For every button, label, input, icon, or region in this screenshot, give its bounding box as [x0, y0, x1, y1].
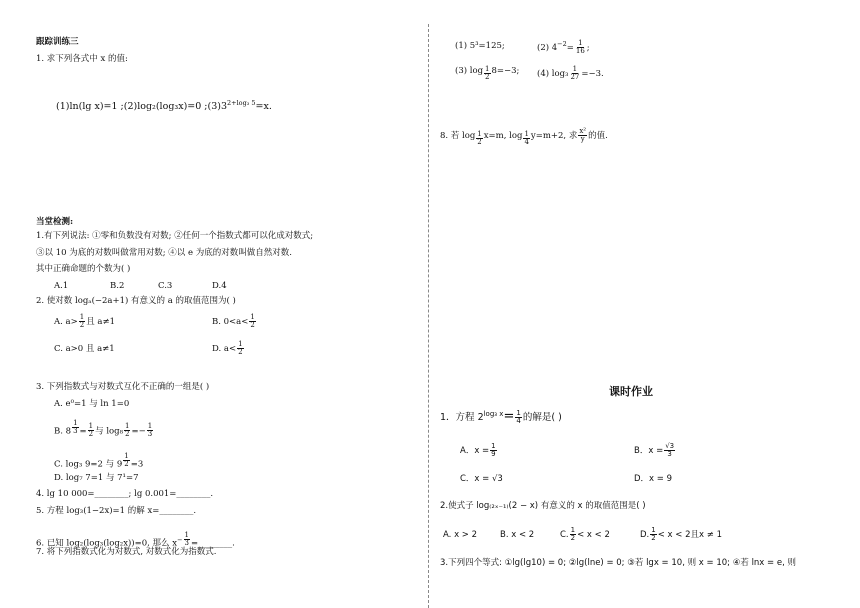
q1b-question: 其中正确命题的个数为( ) — [36, 264, 131, 274]
q7-part-4: (4) log₃ $\frac{1}{27}$ =−3. — [537, 65, 604, 81]
question-6-text: 6. 已知 log₂(log₃(log₂x))=0, 那么 $x^{- \frac{1}{3}}$ =________. — [36, 531, 235, 549]
section-title-in-class-test: 当堂检测: — [36, 217, 74, 227]
q2-option-b: B. 0<a< $\frac{1}{2}$ — [212, 313, 255, 329]
q7-part-1: (1) 5³=125; — [455, 41, 505, 51]
hw-question-2: 2.使式子 log₍₂ₓ₋₁₎(2 − x) 有意义的 x 的取值范围是( ) — [440, 501, 646, 511]
hw1-option-c: C．x = √3 — [460, 474, 503, 484]
hw1-option-d: D．x = 9 — [634, 474, 673, 484]
q3-option-b: B. 8 $^{\frac{1}{3}}$ = $\frac{1}{2}$ 与 log₈ $\frac{1}{2}$ =− $\frac{1}{3}$ — [54, 419, 153, 439]
question-2-text: 2. 使对数 logₐ(−2a+1) 有意义的 a 的取值范围为( ) — [36, 296, 236, 306]
q3-option-c: C. log₃ 9=2 与 9 $^{\frac{1}{2}}$ =3 — [54, 452, 144, 470]
hw1-option-b: B．x = $\frac{√3}{3}$ — [634, 442, 675, 458]
question-7-text: 7. 将下列指数式化为对数式, 对数式化为指数式. — [36, 547, 217, 557]
hw2-option-a: A. x > 2 — [443, 530, 478, 540]
section-title-tracking-3: 跟踪训练三 — [36, 37, 79, 47]
hw2-option-b: B. x < 2 — [500, 530, 535, 540]
hw-question-3: 3.下列四个等式: ①lg(lg10) = 0; ②lg(lne) = 0; ③若 lgx = 10, 则 x = 10; ④若 lnx = e, 则 — [440, 558, 797, 568]
q1b-option-a: A.1 — [54, 281, 69, 291]
q1b-option-c: C.3 — [158, 281, 173, 291]
q2-option-c: C. a>0 且 a≠1 — [54, 344, 115, 354]
q2-option-d: D. a< $\frac{1}{2}$ — [212, 340, 243, 356]
question-8-text: 8. 若 log $_{\frac{1}{2}}$ x=m, log $_{\frac{1}{4}}$ y=m+2, 求 $\frac{\text{x²}}{y}$ 的值. — [440, 127, 608, 147]
homework-title: 课时作业 — [609, 385, 653, 398]
q1b-statement-line2: ③以 10 为底的对数叫做常用对数; ④以 e 为底的对数叫做自然对数. — [36, 248, 292, 258]
q7-part-2: (2) $4^{-2}=$ $\frac{1}{16}$ ; — [537, 39, 590, 55]
question-1-text: 1. 求下列各式中 x 的值: — [36, 54, 128, 64]
q3-option-d: D. log₇ 7=1 与 7¹=7 — [54, 473, 139, 483]
question-5-text: 5. 方程 log₃(1−2x)=1 的解 x=________. — [36, 506, 197, 516]
q7-part-3: (3) log $_{\frac{1}{2}}$ 8=−3; — [455, 65, 520, 81]
hw2-option-d: D. $\frac{1}{2}$ < x < 2且x ≠ 1 — [640, 526, 722, 542]
q2-option-a: A. a> $\frac{1}{2}$ 且 a≠1 — [54, 313, 116, 329]
column-divider — [428, 24, 429, 608]
question-4-text: 4. lg 10 000=________; lg 0.001=________. — [36, 489, 214, 499]
q3-option-a: A. e⁰=1 与 ln 1=0 — [54, 399, 130, 409]
hw2-option-c: C. $\frac{1}{2}$ < x < 2 — [560, 526, 610, 542]
q1b-option-b: B.2 — [110, 281, 125, 291]
question-3-text: 3. 下列指数式与对数式互化不正确的一组是( ) — [36, 382, 210, 392]
q1b-statement-line1: 1.有下列说法: ①零和负数没有对数; ②任何一个指数式都可以化成对数式; — [36, 231, 314, 241]
hw-question-1: 1．方程 $2^{log_3 x}=$ $\frac{1}{4}$ 的解是( ) — [440, 409, 562, 425]
q1b-option-d: D.4 — [212, 281, 227, 291]
hw1-option-a: A．x = $\frac{1}{9}$ — [460, 442, 496, 458]
question-1-parts: (1)ln(lg x)=1 ;(2)log₂(log₃x)=0 $;(3)3^{2+log_3 5}=x$. — [56, 99, 272, 113]
